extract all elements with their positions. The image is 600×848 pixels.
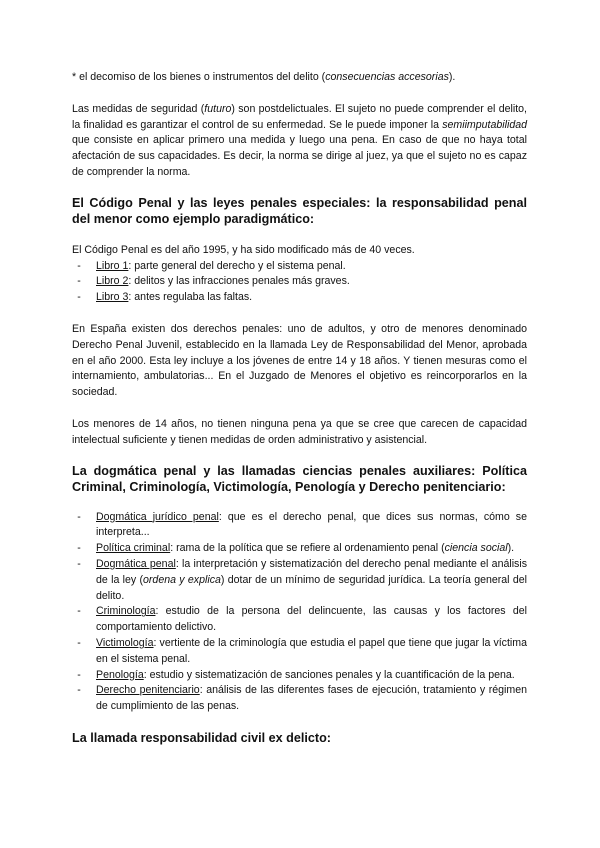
item-text: : rama de la política que se refiere al ordenamiento penal ( [170,542,445,555]
term-label: Penología [96,668,144,681]
list-item [72,636,527,668]
term-label: Victimología [96,636,154,649]
item-text: : la interpretación y sistematización del derecho penal mediante el análisis de la ley ( [96,557,528,586]
item-text: : antes regulaba las faltas. [128,291,253,304]
books-list [72,259,527,306]
list-item [72,290,527,306]
italic-text: futuro [204,102,232,115]
term-label: Libro 3 [96,291,129,304]
list-item [72,668,527,684]
list-item [72,557,527,604]
list-item [72,510,527,542]
item-text: : delitos y las infracciones penales más graves. [128,275,350,288]
list-item [72,604,527,636]
section-heading-dogmatica: La dogmática penal y las llamadas ciencias penales auxiliares: Política Criminal, Criminología, Victimología, Penología y Derecho penitenciario: [72,463,527,495]
item-text: : vertiente de la criminología que estudia el papel que tiene que jugar la víctima en el sistema penal. [96,636,527,665]
sciences-list [72,510,527,715]
item-text: : que es el derecho penal, que dices sus normas, cómo se interpreta... [96,510,527,539]
item-text: : estudio y sistematización de sanciones penales y la cuantificación de la pena. [143,668,515,681]
codigo-intro: El Código Penal es del año 1995, y ha sido modificado más de 40 veces. [72,243,415,256]
term-label: Libro 1 [96,259,129,272]
list-bullet-dash: - [77,557,81,570]
item-text: ). [507,542,515,555]
minors-under-14-paragraph: Los menores de 14 años, no tienen ninguna pena ya que se cree que carecen de capacidad intelectual suficiente y tienen medidas de orden administrativo y asistencial. [72,417,527,446]
intro-line: * el decomiso de los bienes o instrumentos del delito (consecuencias accesorias). [72,71,456,83]
italic-text: ordena y explica [143,573,221,586]
document-page [72,70,527,746]
list-bullet-dash: - [77,291,81,304]
italic-text: semiimputabilidad [442,118,527,131]
item-text: : estudio de la persona del delincuente, las causas y los factores del comportamiento delictivo. [96,605,527,634]
list-bullet-dash: - [77,668,81,681]
italic-text: ciencia social [444,542,508,555]
security-measures-paragraph: Las medidas de seguridad (futuro) son postdelictuales. El sujeto no puede comprender el delito, la finalidad es garantizar el control de su enfermedad. Se le puede imponer la semiimputabilidad que consiste en aplicar primero una medida y luego una pena. En caso de que no haya total afectación de sus capacidades. Es decir, la norma se dirige al juez, ya que el sujeto no es capaz de comprender la norma. [72,102,527,178]
list-bullet-dash: - [77,510,81,523]
list-bullet-dash: - [77,542,81,555]
item-text: ) dotar de un mínimo de seguridad jurídica. La teoría general del delito. [96,573,527,602]
term-label: Política criminal [96,542,171,555]
list-bullet-dash: - [77,275,81,288]
item-text: : parte general del derecho y el sistema penal. [128,259,346,272]
section-heading-responsabilidad-civil: La llamada responsabilidad civil ex delicto: [72,730,331,745]
list-item [72,683,527,715]
list-bullet-dash: - [77,684,81,697]
list-item [72,274,527,290]
list-item [72,541,527,557]
term-label: Dogmática jurídico penal [96,510,219,523]
minors-paragraph: En España existen dos derechos penales: uno de adultos, y otro de menores denominado Derecho Penal Juvenil, establecido en la llamada Ley de Responsabilidad del Menor, aprobada en el año 2000. Esta ley incluye a los jóvenes de entre 14 y 18 años. Y tienen mesuras como el internamiento, ambulatorias... En el Juzgado de Menores el objetivo es reincorporarlos en la sociedad. [72,322,527,399]
term-label: Criminología [96,605,156,618]
list-item [72,259,527,275]
term-label: Libro 2 [96,275,129,288]
italic-text: consecuencias accesorias [325,71,449,83]
term-label: Dogmática penal [96,557,176,570]
term-label: Derecho penitenciario [96,684,200,697]
list-bullet-dash: - [77,259,81,272]
section-heading-codigo-penal: El Código Penal y las leyes penales especiales: la responsabilidad penal del menor como ejemplo paradigmático: [72,195,527,227]
list-bullet-dash: - [77,605,81,618]
item-text: : análisis de las diferentes fases de ejecución, tratamiento y régimen de cumplimiento de las penas. [96,684,527,713]
list-bullet-dash: - [77,636,81,649]
